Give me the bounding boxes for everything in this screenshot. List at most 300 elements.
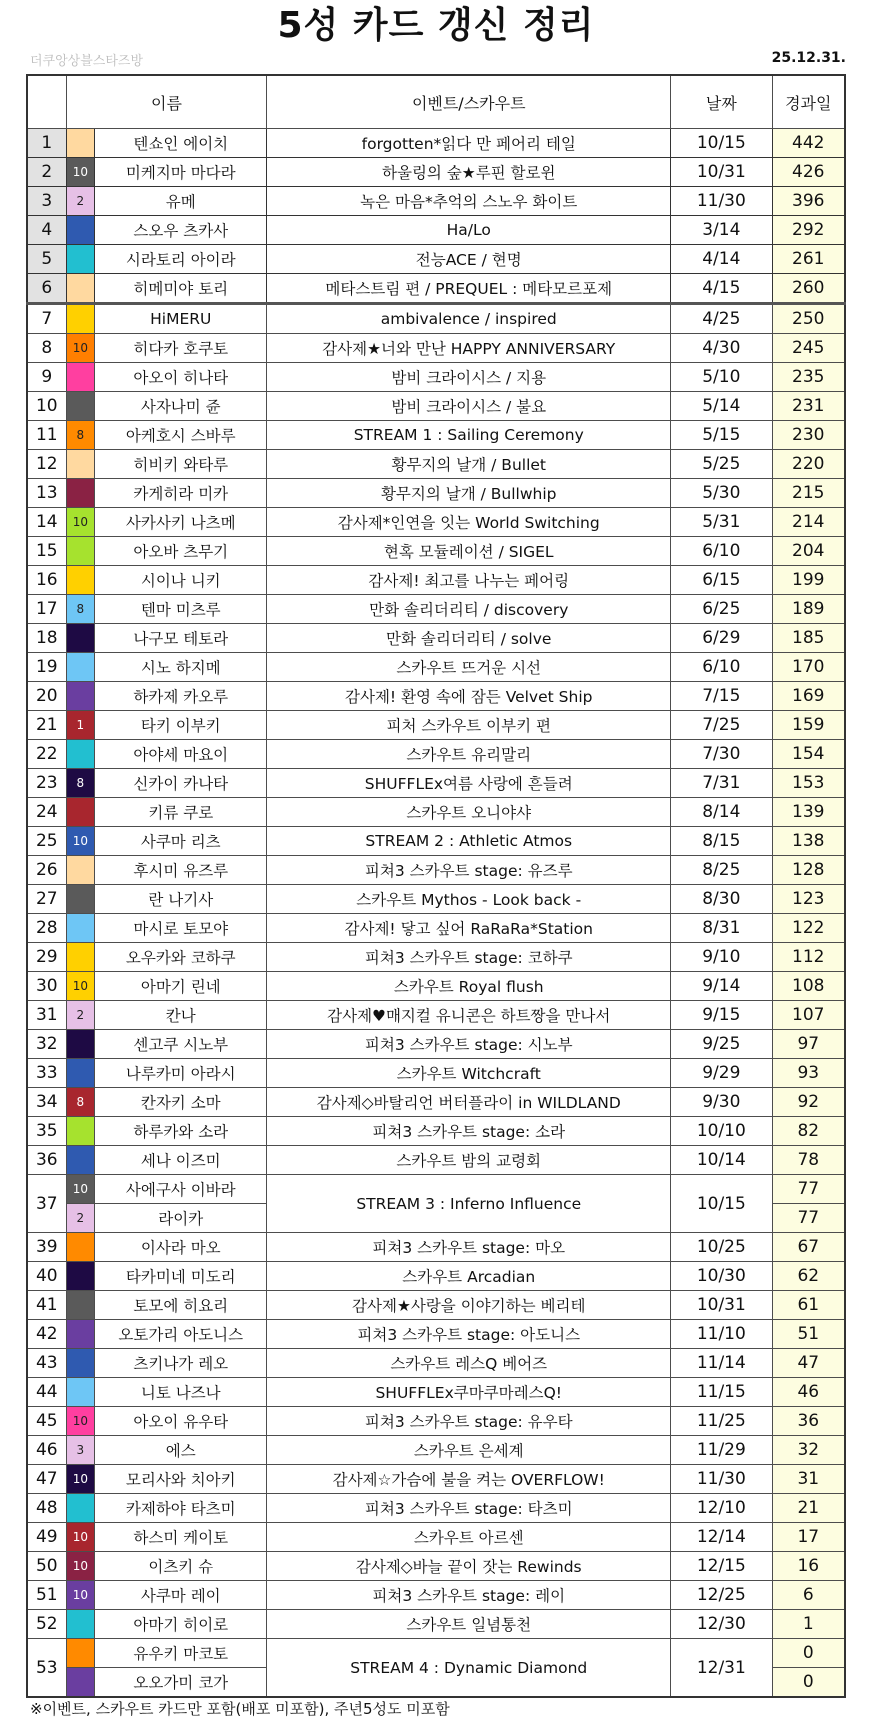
member-color-swatch: 10 [66,827,95,856]
event-date: 5/15 [671,421,772,450]
member-name: 히비키 와타루 [95,450,267,479]
member-color-swatch [66,1320,95,1349]
event-date: 6/10 [671,653,772,682]
member-color-swatch [66,245,95,274]
event-date: 8/25 [671,856,772,885]
table-row [27,158,845,187]
header-name: 이름 [66,75,267,129]
table-row [27,334,845,363]
member-color-swatch: 2 [66,1001,95,1030]
table-row [27,1146,845,1175]
event-name: 감사제! 닿고 싶어 RaRaRa*Station [267,914,671,943]
event-date: 4/14 [671,245,772,274]
member-color-swatch: 10 [66,508,95,537]
elapsed-days: 231 [772,392,845,421]
event-date: 7/31 [671,769,772,798]
table-row [27,856,845,885]
event-date: 4/15 [671,274,772,304]
event-name: STREAM 1 : Sailing Ceremony [267,421,671,450]
table-row [27,1233,845,1262]
member-name: 에스 [95,1436,267,1465]
rank-cell: 34 [27,1088,66,1117]
table-row [27,1436,845,1465]
table-row [27,1117,845,1146]
event-date: 8/30 [671,885,772,914]
table-row [27,885,845,914]
member-name: 사쿠마 레이 [95,1581,267,1610]
event-name: 감사제☆가슴에 불을 켜는 OVERFLOW! [267,1465,671,1494]
event-date: 11/30 [671,1465,772,1494]
member-name: 하스미 케이토 [95,1523,267,1552]
event-date: 11/29 [671,1436,772,1465]
event-name: 황무지의 날개 / Bullwhip [267,479,671,508]
event-name: 감사제*인연을 잇는 World Switching [267,508,671,537]
elapsed-days: 245 [772,334,845,363]
elapsed-days: 97 [772,1030,845,1059]
rank-cell: 32 [27,1030,66,1059]
event-name: 스카우트 Witchcraft [267,1059,671,1088]
member-color-swatch [66,304,95,334]
member-name: 세나 이즈미 [95,1146,267,1175]
member-name: 시이나 니키 [95,566,267,595]
rank-cell: 36 [27,1146,66,1175]
elapsed-days: 199 [772,566,845,595]
rank-cell: 7 [27,304,66,334]
rank-cell: 26 [27,856,66,885]
event-date: 12/14 [671,1523,772,1552]
event-date: 10/31 [671,1291,772,1320]
event-name: 밤비 크라이시스 / 불요 [267,392,671,421]
member-color-swatch [66,682,95,711]
table-row [27,479,845,508]
member-name: 오토가리 아도니스 [95,1320,267,1349]
rank-cell: 37 [27,1175,66,1233]
member-name: 토모에 히요리 [95,1291,267,1320]
member-name: 타키 이부키 [95,711,267,740]
member-name: HiMERU [95,304,267,334]
event-date: 9/14 [671,972,772,1001]
member-name: 후시미 유즈루 [95,856,267,885]
event-name: 스카우트 뜨거운 시선 [267,653,671,682]
rank-cell: 30 [27,972,66,1001]
elapsed-days: 107 [772,1001,845,1030]
member-color-swatch [66,566,95,595]
member-name: 센고쿠 시노부 [95,1030,267,1059]
table-row [27,769,845,798]
elapsed-days: 21 [772,1494,845,1523]
elapsed-days: 46 [772,1378,845,1407]
event-name: 피쳐3 스카우트 stage: 타츠미 [267,1494,671,1523]
event-date: 12/15 [671,1552,772,1581]
rank-cell: 52 [27,1610,66,1639]
event-date: 12/30 [671,1610,772,1639]
event-date: 9/15 [671,1001,772,1030]
elapsed-days: 442 [772,129,845,158]
event-name: 피쳐3 스카우트 stage: 코하쿠 [267,943,671,972]
rank-cell: 13 [27,479,66,508]
header-event: 이벤트/스카우트 [267,75,671,129]
elapsed-days: 159 [772,711,845,740]
member-name: 시라토리 아이라 [95,245,267,274]
event-date: 11/15 [671,1378,772,1407]
rank-cell: 39 [27,1233,66,1262]
member-color-swatch: 8 [66,595,95,624]
rank-cell: 2 [27,158,66,187]
member-color-swatch [66,537,95,566]
table-row [27,711,845,740]
member-color-swatch [66,216,95,245]
elapsed-days: 230 [772,421,845,450]
event-name: 전능ACE / 현명 [267,245,671,274]
event-name: 감사제★너와 만난 HAPPY ANNIVERSARY [267,334,671,363]
member-name: 란 나기사 [95,885,267,914]
event-date: 7/15 [671,682,772,711]
table-row [27,537,845,566]
table-row [27,1262,845,1291]
rank-cell: 5 [27,245,66,274]
rank-cell: 40 [27,1262,66,1291]
event-name: 스카우트 Arcadian [267,1262,671,1291]
event-date: 4/30 [671,334,772,363]
event-date: 8/15 [671,827,772,856]
event-date: 5/14 [671,392,772,421]
table-row [27,1639,845,1668]
event-date: 11/25 [671,1407,772,1436]
event-name: 녹은 마음*추억의 스노우 화이트 [267,187,671,216]
table-row [27,1407,845,1436]
member-name: 니토 나즈나 [95,1378,267,1407]
rank-cell: 43 [27,1349,66,1378]
elapsed-days: 32 [772,1436,845,1465]
member-color-swatch [66,1639,95,1668]
rank-cell: 9 [27,363,66,392]
member-name: 스오우 츠카사 [95,216,267,245]
rank-cell: 33 [27,1059,66,1088]
member-name: 히메미야 토리 [95,274,267,304]
elapsed-days: 92 [772,1088,845,1117]
member-color-swatch [66,1146,95,1175]
event-name: 황무지의 날개 / Bullet [267,450,671,479]
table-row [27,595,845,624]
member-color-swatch: 10 [66,334,95,363]
footnote: ※이벤트, 스카우트 카드만 포함(배포 미포함), 주년5성도 미포함 [30,1700,450,1718]
member-name: 오오가미 코가 [95,1668,267,1698]
event-name: 스카우트 Royal flush [267,972,671,1001]
member-name: 시노 하지메 [95,653,267,682]
event-date: 9/25 [671,1030,772,1059]
event-name: 감사제◇바늘 끝이 잣는 Rewinds [267,1552,671,1581]
event-date: 6/29 [671,624,772,653]
elapsed-days: 215 [772,479,845,508]
member-name: 하루카와 소라 [95,1117,267,1146]
table-row [27,1088,845,1117]
elapsed-days: 153 [772,769,845,798]
event-name: SHUFFLEx여름 사랑에 흔들려 [267,769,671,798]
rank-cell: 1 [27,129,66,158]
table-row [27,1494,845,1523]
event-date: 12/10 [671,1494,772,1523]
member-name: 카게히라 미카 [95,479,267,508]
table-row [27,914,845,943]
table-row [27,1610,845,1639]
member-color-swatch: 10 [66,1465,95,1494]
table-row [27,1059,845,1088]
elapsed-days: 214 [772,508,845,537]
member-color-swatch: 10 [66,1581,95,1610]
event-date: 3/14 [671,216,772,245]
card-table [26,74,846,1698]
member-color-swatch: 8 [66,421,95,450]
member-name: 하카제 카오루 [95,682,267,711]
member-color-swatch: 8 [66,1088,95,1117]
elapsed-days: 220 [772,450,845,479]
member-color-swatch: 2 [66,1204,95,1233]
rank-cell: 45 [27,1407,66,1436]
elapsed-days: 154 [772,740,845,769]
elapsed-days: 67 [772,1233,845,1262]
elapsed-days: 62 [772,1262,845,1291]
member-color-swatch [66,856,95,885]
member-name: 이츠키 슈 [95,1552,267,1581]
event-name: STREAM 3 : Inferno Influence [267,1175,671,1233]
table-row [27,216,845,245]
elapsed-days: 51 [772,1320,845,1349]
rank-cell: 22 [27,740,66,769]
event-name: 피쳐3 스카우트 stage: 마오 [267,1233,671,1262]
member-color-swatch: 10 [66,1407,95,1436]
member-name: 아케호시 스바루 [95,421,267,450]
event-name: forgotten*읽다 만 페어리 테일 [267,129,671,158]
elapsed-days: 16 [772,1552,845,1581]
event-date: 12/25 [671,1581,772,1610]
member-name: 칸나 [95,1001,267,1030]
event-name: 피쳐3 스카우트 stage: 시노부 [267,1030,671,1059]
table-row [27,245,845,274]
elapsed-days: 6 [772,1581,845,1610]
event-name: 피쳐3 스카우트 stage: 유즈루 [267,856,671,885]
member-color-swatch [66,1494,95,1523]
elapsed-days: 169 [772,682,845,711]
table-row [27,682,845,711]
member-name: 사카사키 나츠메 [95,508,267,537]
elapsed-days: 189 [772,595,845,624]
rank-cell: 25 [27,827,66,856]
table-row [27,972,845,1001]
table-row [27,943,845,972]
member-name: 타카미네 미도리 [95,1262,267,1291]
member-name: 아오바 츠무기 [95,537,267,566]
header-rank [27,75,66,129]
event-name: 피처 스카우트 이부키 편 [267,711,671,740]
member-name: 키류 쿠로 [95,798,267,827]
member-color-swatch [66,1030,95,1059]
member-name: 유우키 마코토 [95,1639,267,1668]
page-title: 5성 카드 갱신 정리 [277,5,595,46]
rank-cell: 41 [27,1291,66,1320]
event-date: 10/15 [671,129,772,158]
event-date: 7/25 [671,711,772,740]
rank-cell: 35 [27,1117,66,1146]
table-row [27,1465,845,1494]
member-color-swatch [66,914,95,943]
member-color-swatch [66,740,95,769]
member-color-swatch [66,1233,95,1262]
event-date: 11/14 [671,1349,772,1378]
member-name: 유메 [95,187,267,216]
member-name: 미케지마 마다라 [95,158,267,187]
table-row [27,304,845,334]
event-name: 스카우트 유리말리 [267,740,671,769]
rank-cell: 14 [27,508,66,537]
elapsed-days: 0 [772,1668,845,1698]
event-date: 5/31 [671,508,772,537]
elapsed-days: 31 [772,1465,845,1494]
event-name: 피쳐3 스카우트 stage: 레이 [267,1581,671,1610]
event-date: 10/10 [671,1117,772,1146]
table-row [27,1552,845,1581]
event-date: 11/10 [671,1320,772,1349]
event-name: 피쳐3 스카우트 stage: 유우타 [267,1407,671,1436]
rank-cell: 17 [27,595,66,624]
rank-cell: 20 [27,682,66,711]
event-name: 피쳐3 스카우트 stage: 아도니스 [267,1320,671,1349]
member-name: 아마기 린네 [95,972,267,1001]
event-name: 스카우트 Mythos - Look back - [267,885,671,914]
member-color-swatch [66,624,95,653]
rank-cell: 50 [27,1552,66,1581]
rank-cell: 42 [27,1320,66,1349]
member-color-swatch: 10 [66,1552,95,1581]
member-name: 나구모 테토라 [95,624,267,653]
table-row [27,129,845,158]
event-date: 10/31 [671,158,772,187]
member-color-swatch [66,1349,95,1378]
elapsed-days: 139 [772,798,845,827]
elapsed-days: 260 [772,274,845,304]
rank-cell: 51 [27,1581,66,1610]
elapsed-days: 112 [772,943,845,972]
member-name: 나루카미 아라시 [95,1059,267,1088]
elapsed-days: 170 [772,653,845,682]
elapsed-days: 235 [772,363,845,392]
table-row [27,187,845,216]
table-row [27,653,845,682]
member-color-swatch: 8 [66,769,95,798]
member-name: 모리사와 치아키 [95,1465,267,1494]
member-color-swatch: 10 [66,1175,95,1204]
elapsed-days: 82 [772,1117,845,1146]
elapsed-days: 426 [772,158,845,187]
rank-cell: 31 [27,1001,66,1030]
event-name: 만화 솔리더리티 / solve [267,624,671,653]
rank-cell: 27 [27,885,66,914]
elapsed-days: 292 [772,216,845,245]
rank-cell: 15 [27,537,66,566]
rank-cell: 8 [27,334,66,363]
member-color-swatch [66,1117,95,1146]
rank-cell: 49 [27,1523,66,1552]
member-name: 마시로 토모야 [95,914,267,943]
member-name: 히다카 호쿠토 [95,334,267,363]
member-color-swatch [66,363,95,392]
event-date: 10/30 [671,1262,772,1291]
table-row [27,392,845,421]
table-row [27,421,845,450]
event-name: 감사제! 최고를 나누는 페어링 [267,566,671,595]
rank-cell: 10 [27,392,66,421]
member-color-swatch [66,479,95,508]
elapsed-days: 108 [772,972,845,1001]
elapsed-days: 204 [772,537,845,566]
event-name: SHUFFLEx쿠마쿠마레스Q! [267,1378,671,1407]
member-name: 라이카 [95,1204,267,1233]
table-row [27,1030,845,1059]
rank-cell: 23 [27,769,66,798]
member-color-swatch: 3 [66,1436,95,1465]
member-color-swatch [66,1668,95,1698]
member-name: 츠키나가 레오 [95,1349,267,1378]
event-date: 9/10 [671,943,772,972]
elapsed-days: 47 [772,1349,845,1378]
update-date: 25.12.31. [771,50,846,66]
member-color-swatch [66,1059,95,1088]
table-row [27,274,845,304]
event-date: 10/15 [671,1175,772,1233]
event-date: 10/25 [671,1233,772,1262]
table-row [27,740,845,769]
member-color-swatch: 1 [66,711,95,740]
event-name: 스카우트 밤의 교령회 [267,1146,671,1175]
member-color-swatch [66,885,95,914]
event-name: 스카우트 오니야샤 [267,798,671,827]
elapsed-days: 77 [772,1204,845,1233]
event-date: 4/25 [671,304,772,334]
member-name: 이사라 마오 [95,1233,267,1262]
event-date: 7/30 [671,740,772,769]
member-name: 오우카와 코하쿠 [95,943,267,972]
elapsed-days: 93 [772,1059,845,1088]
event-date: 6/25 [671,595,772,624]
table-row [27,827,845,856]
event-date: 8/31 [671,914,772,943]
member-color-swatch [66,943,95,972]
member-name: 아오이 유우타 [95,1407,267,1436]
table-row [27,363,845,392]
event-name: 감사제◇바탈리언 버터플라이 in WILDLAND [267,1088,671,1117]
event-date: 9/30 [671,1088,772,1117]
header-days: 경과일 [772,75,845,129]
member-color-swatch [66,450,95,479]
event-name: ambivalence / inspired [267,304,671,334]
event-name: 스카우트 일념통천 [267,1610,671,1639]
event-name: 현혹 모듈레이션 / SIGEL [267,537,671,566]
event-name: 만화 솔리더리티 / discovery [267,595,671,624]
member-name: 아야세 마요이 [95,740,267,769]
member-color-swatch [66,653,95,682]
member-color-swatch: 2 [66,187,95,216]
member-color-swatch [66,129,95,158]
elapsed-days: 36 [772,1407,845,1436]
member-name: 아마기 히이로 [95,1610,267,1639]
event-date: 10/14 [671,1146,772,1175]
event-name: 스카우트 은세계 [267,1436,671,1465]
rank-cell: 19 [27,653,66,682]
rank-cell: 44 [27,1378,66,1407]
table-row [27,624,845,653]
member-name: 텐쇼인 에이치 [95,129,267,158]
rank-cell: 12 [27,450,66,479]
event-date: 12/31 [671,1639,772,1698]
